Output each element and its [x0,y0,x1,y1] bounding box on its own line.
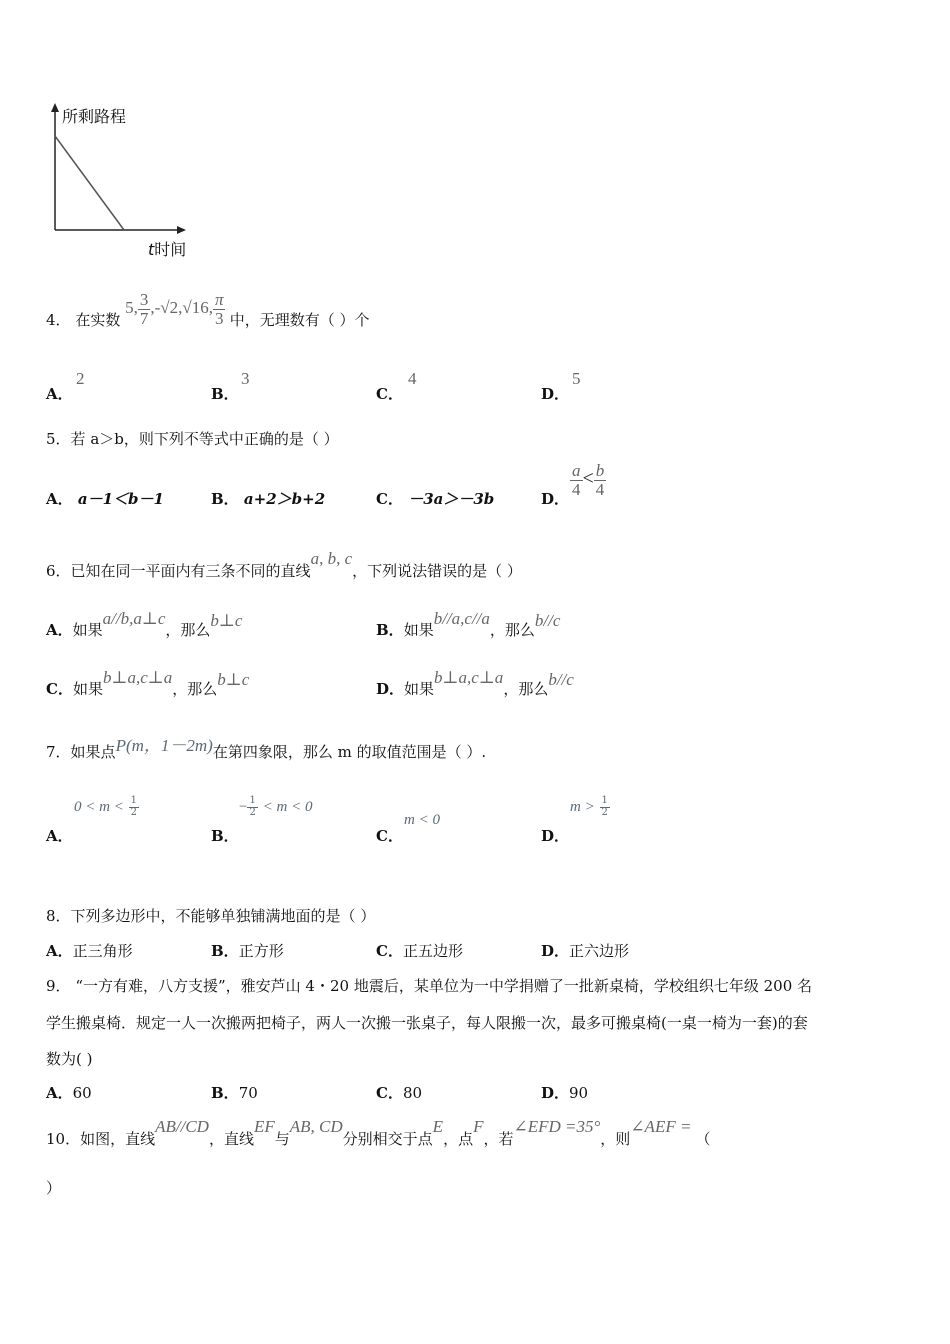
math-expression: b⊥a,c⊥a [434,668,504,687]
question-text: 如果点 [70,743,116,761]
math-expression: b⊥c [217,670,250,689]
math-expression: ∠EFD =35° [513,1117,601,1136]
option-letter: A． [46,1084,73,1102]
math-expression: AB//CD [155,1117,209,1136]
q8-option-d [541,940,629,961]
option-text: ，那么 [165,621,211,639]
question-text: 中，无理数有（ ）个 [229,311,370,329]
x-axis-arrow [177,226,186,234]
option-value: 正五边形 [402,942,463,960]
fraction-numerator: 1 [249,795,256,806]
math-term: 0 < m < [74,799,124,815]
question-9-line-1 [46,975,812,996]
fraction-numerator: 1 [130,795,137,806]
q4-option-b-value: 3 [241,369,250,388]
option-letter: B． [211,490,239,508]
fraction-denominator: 4 [595,479,605,499]
option-letter: D． [541,942,570,960]
q4-option-d-value: 5 [572,369,581,388]
question-number: 4． [46,311,71,329]
question-text: ，下列说法错误的是（ ） [352,562,522,580]
option-letter: D． [541,490,570,508]
question-text: ，则 [600,1130,631,1148]
question-text: ，点 [443,1130,474,1148]
q8-option-c [376,940,463,961]
question-text: 若 a＞b，则下列不等式中正确的是（ ） [70,430,339,448]
fraction-numerator: 3 [139,289,149,309]
option-letter: A． [46,385,73,403]
option-value: 正三角形 [72,942,133,960]
q7-option-c: C． [376,827,403,845]
option-value: a+2＞b+2 [243,490,326,508]
q4-option-a-value: 2 [76,369,85,388]
option-text: 如果 [404,680,435,698]
math-expression: F [473,1117,484,1136]
option-value: 正方形 [238,942,284,960]
q4-option-c [376,383,403,404]
y-axis-arrow [51,103,59,112]
math-term: m > [570,799,595,815]
question-text: ，直线 [208,1130,254,1148]
option-value: 70 [238,1084,258,1102]
math-expression: EF [253,1117,275,1136]
question-number: 8． [46,907,71,925]
q5-option-d [541,488,569,509]
q7-option-b: B． [211,827,239,845]
q8-option-b [211,940,284,961]
question-number: 9． [46,977,71,995]
q6-option-d [376,668,574,699]
q5-option-c [376,488,494,509]
option-text: 如果 [403,621,434,639]
q4-option-d [541,383,569,404]
question-text: ，若 [483,1130,514,1148]
x-axis-t: t [148,240,155,259]
q5-option-b [211,488,325,509]
q7-option-c-value [404,810,440,829]
q9-option-b [211,1082,258,1103]
q8-option-a [46,940,133,961]
question-8 [46,905,375,926]
option-value: a－1＜b－1 [77,490,164,508]
fraction-denominator: 3 [214,308,224,328]
question-text: 下列多边形中，不能够单独铺满地面的是（ ） [70,907,376,925]
q7-option-d: D． [541,827,570,845]
question-text: “一方有难，八方支援”，雅安芦山 4・20 地震后，某单位为一中学捐赠了一批新桌椅，学校组织七年级 200 名 [75,977,813,995]
option-letter: A． [46,942,73,960]
option-letter: C． [376,1084,403,1102]
math-term: 5, [125,298,138,317]
math-expression [125,289,230,328]
option-value: 90 [569,1084,589,1102]
question-text: 已知在同一平面内有三条不同的直线 [70,562,311,580]
option-value: 正六边形 [569,942,630,960]
question-5 [46,428,339,449]
option-letter: D． [376,680,405,698]
math-expression: b//c [548,670,574,689]
q7-option-a-value [74,796,139,818]
option-letter: C． [376,490,403,508]
math-term: m < 0 [404,812,440,828]
question-10-close-paren: ） [46,1179,62,1197]
question-text: 在第四象限，那么 m 的取值范围是（ ）. [212,743,487,761]
question-4 [46,290,370,350]
option-letter: B． [211,942,239,960]
q5-option-a [46,488,164,509]
q7-option-b-value [239,796,312,818]
question-number: 6． [46,562,71,580]
q6-option-a [46,609,243,640]
math-term: ,-√2,√16, [150,298,213,317]
fraction-denominator: 2 [601,806,608,818]
option-letter: B． [376,621,404,639]
option-letter: A． [46,621,73,639]
question-number: 10． [46,1130,81,1148]
math-expression: a, b, c [310,549,353,568]
q7-option-a: A． [46,827,73,845]
q9-option-c [376,1082,422,1103]
option-letter: C． [46,680,73,698]
question-number: 5． [46,430,71,448]
option-value: －3a＞－3b [408,490,495,508]
option-letter: C． [376,385,403,403]
fraction-denominator: 2 [249,806,256,818]
math-expression: b⊥c [210,611,243,630]
math-expression: ∠AEF = [630,1117,692,1136]
fraction-denominator: 4 [572,479,581,499]
option-letter: B． [211,1084,239,1102]
fraction-denominator: 2 [130,806,137,818]
option-letter: D． [541,1084,570,1102]
fraction-numerator: 1 [601,795,608,806]
point-expression: P(m，1－2m) [115,736,213,755]
option-letter: A． [46,490,73,508]
math-expression: a//b,a⊥c [102,609,166,628]
option-value: 80 [402,1084,423,1102]
option-letter: B． [211,385,239,403]
math-expression: b//c [534,611,561,630]
graph-line [55,136,124,230]
math-expression: E [432,1117,444,1136]
math-term: − [239,799,248,815]
question-10 [46,1117,711,1149]
question-text: 分别相交于点 [342,1130,433,1148]
question-text: 与 [274,1130,290,1148]
question-9-line-3: 数为( ) [46,1050,93,1068]
less-than-sign: < [582,467,594,490]
y-axis-label: 所剩路程 [62,107,127,126]
question-number: 7． [46,743,71,761]
option-letter: C． [376,942,403,960]
q6-option-b [376,609,561,640]
math-expression: b⊥a,c⊥a [102,668,173,687]
x-axis-label [148,237,186,260]
question-text: 如图，直线 [80,1130,156,1148]
fraction-denominator: 7 [139,308,149,328]
option-letter: D． [541,385,570,403]
x-axis-text: 时间 [154,240,187,259]
math-expression: b//a,c//a [433,609,490,628]
q5-option-d-value [570,462,606,499]
q4-option-a [46,383,73,404]
option-text: ，那么 [489,621,535,639]
question-9-line-2: 学生搬桌椅．规定一人一次搬两把椅子，两人一次搬一张桌子，每人限搬一次，最多可搬桌椅(一桌一椅为一套)的套 [46,1014,808,1032]
math-expression: AB, CD [289,1117,343,1136]
question-6 [46,549,522,581]
question-text: 在实数 [75,311,121,329]
fraction-numerator: π [214,289,224,309]
question-7 [46,737,486,762]
option-text: ，那么 [172,680,218,698]
q4-option-b [211,383,239,404]
option-text: ，那么 [503,680,549,698]
q9-option-d [541,1082,588,1103]
math-term: < m < 0 [262,799,313,815]
q4-option-c-value: 4 [408,369,417,388]
question-text: （ [695,1130,711,1148]
q9-option-a [46,1082,92,1103]
fraction-numerator: b [595,461,605,480]
fraction-numerator: a [572,461,581,480]
option-text: 如果 [72,621,103,639]
option-value: 60 [72,1084,92,1102]
option-text: 如果 [72,680,103,698]
q6-option-c [46,668,250,699]
q7-option-d-value [570,796,610,818]
